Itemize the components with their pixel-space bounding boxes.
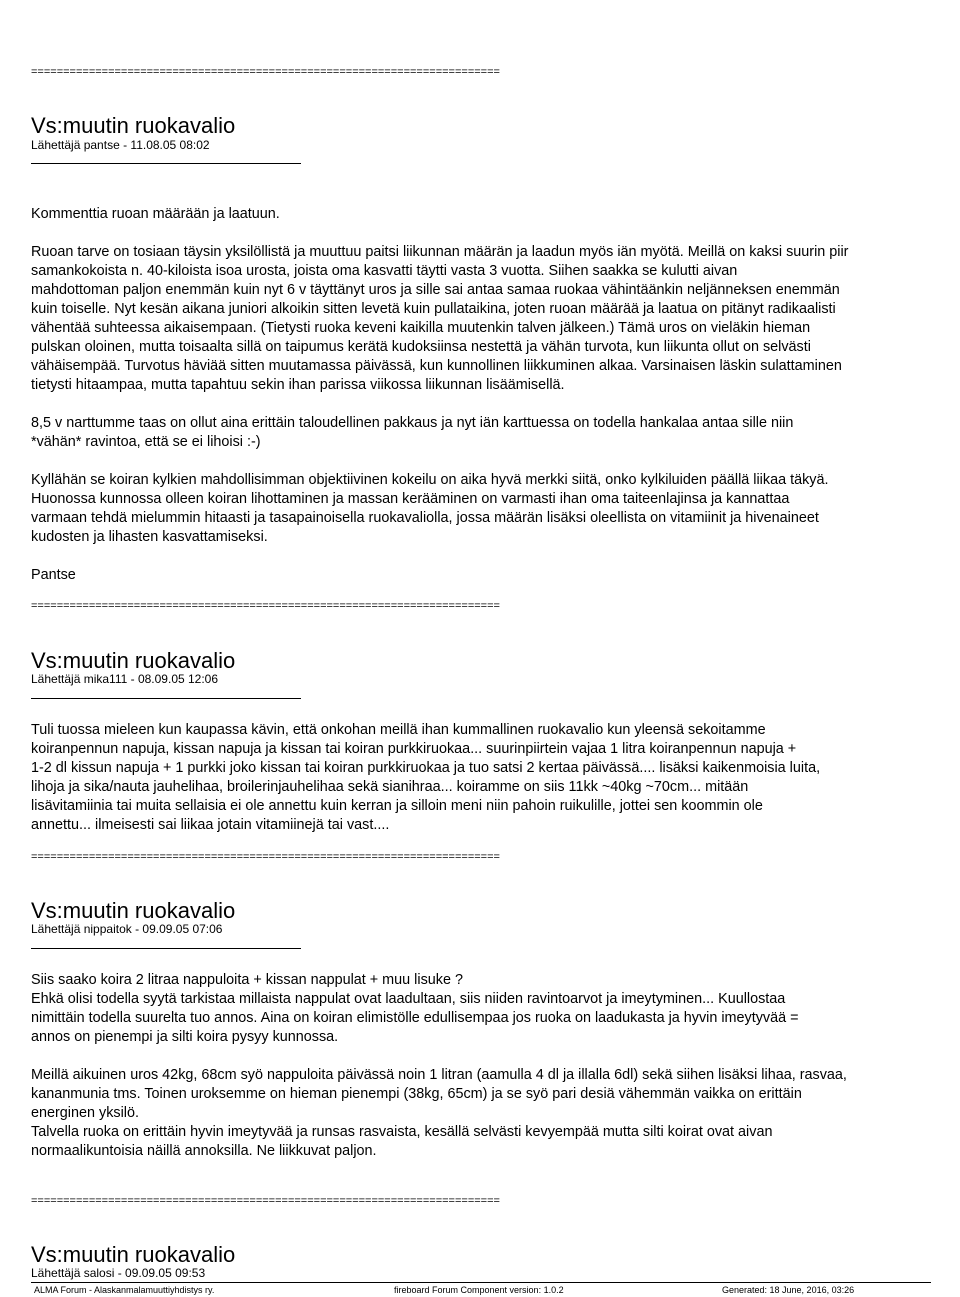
post-paragraph: Meillä aikuinen uros 42kg, 68cm syö nappuloita päivässä noin 1 litran (aamulla 4 dl ja illalla 6dl) sekä siihen lisäksi lihaa, rasvaa, kananmunia tms. Toinen uroksemme on hieman pienempi (38kg, 65cm) ja se syö pari desiä vähemmän vaikka on erittäin energinen yksilö. Talvella ruoka on erittäin hyvin imeytyvää ja runsas rasvaista, kesällä selvästi kevyempää mutta silti koirat ovat aivan normaalikuntoisia näillä annoksilla. Ne liikkuvat paljon. [31,1067,847,1159]
post-header-rule [31,948,301,949]
post-title: Vs:muutin ruokavalio [31,113,236,138]
post-paragraph: Siis saako koira 2 litraa nappuloita + kissan nappulat + muu lisuke ? Ehkä olisi todella syytä tarkistaa millaista nappulat ovat laadultaan, siis niiden ravintoarvot ja imeytyminen... Kuullostaa nimittäin todella suurelta tuo annos. Aina on koiran elimistölle edullisempaa jos ruoka on laadukasta ja hyvin imeytyvää = annos on pienempi ja silti koira pysyy kunnossa. [31,972,799,1045]
post-paragraph: 8,5 v narttumme taas on ollut aina erittäin taloudellinen pakkaus ja nyt iän karttuessa on todella hankalaa antaa sille niin *vähän* ravintoa, että se ei lihoisi :-) [31,415,794,450]
separator-line: ========================================================================= [31,1195,500,1207]
post-paragraph: Ruoan tarve on tosiaan täysin yksilöllistä ja muuttuu paitsi liikunnan määrän ja laadun myös iän myötä. Meillä on kaksi suurin piir samankokoista n. 40-kiloista isoa urosta, joista oma kasvatti täytti vasta 3 vuotta. Siihen saakka se kulutti aivan mahdottoman paljon enemmän kuin nyt 6 v täyttänyt uros ja sille sai antaa samaa ruokaa vähintäänkin neljänneksen enemmän kuin toiselle. Nyt kesän aikana juniori alkoikin sitten levetä kuin pullataikina, joten ruoan määrää ja laatua on pitänyt radikaalisti vähentää suhteessa aikaisempaan. (Tietysti ruoka keveni kaikilla muutenkin talven jälkeen.) Tämä uros on vieläkin hieman pulskan oloinen, mutta toisaalta sillä on taipumus kerätä kudoksiinsa nestettä ja vähän turvota, kun liikunta ollut on selvästi vähäisempää. Turvotus häviää sitten muutamassa päivässä, kun kunnollinen liikkuminen alkaa. Varsinaisen läskin sulattaminen tietysti hitaampaa, mutta tapahtuu sekin ihan parissa viikossa liikunnan lisäämisellä. [31,244,849,393]
post-title: Vs:muutin ruokavalio [31,1242,236,1267]
post-title: Vs:muutin ruokavalio [31,648,236,673]
footer-site-name: ALMA Forum - Alaskanmalamuuttiyhdistys ry. [34,1285,215,1295]
post-author-date: Lähettäjä salosi - 09.09.05 09:53 [31,1266,206,1280]
post-header-rule [31,698,301,699]
post-paragraph: Tuli tuossa mieleen kun kaupassa kävin, että onkohan meillä ihan kummallinen ruokavalio kun yleensä sekoitamme koiranpennun napuja, kissan napuja ja kissan tai koiran purkkiruokaa... suurinpiirtein vajaa 1 litra koiranpennun napuja + 1-2 dl kissun napuja + 1 purkki joko kissan tai koiran purkkiruokaa ja tuo satsi 2 kertaa päivässä.... lisäksi kaikenmoisia luita, lihoja ja sika/nauta jauhelihaa, broilerinjauhelihaa sekä sianihraa... koiramme on siis 11kk ~40kg ~70cm... mitään lisävitamiinia tai muita sellaisia ei ole annettu kuin kerran ja silloin meni niin pahoin ruikulille, jottei sen koommin ole annettu... ilmeisesti sai liikaa jotain vitamiinejä tai vast.... [31,722,821,833]
post-paragraph: Kyllähän se koiran kylkien mahdollisimman objektiivinen kokeilu on aika hyvä merkki siitä, onko kylkiluiden päällä liikaa täkyä. Huonossa kunnossa olleen koiran lihottaminen ja massan kerääminen on varmasti ihan oma taiteenlajinsa ja kannattaa varmaan tehdä mielummin hitaasti ja tasapainoisella ruokavaliolla, jossa määrän lisäksi oleellista on vitamiinit ja hivenaineet kudosten ja lihasten kasvattamiseksi. [31,472,829,545]
footer-generated-date: Generated: 18 June, 2016, 03:26 [722,1285,855,1295]
post-body [31,721,960,835]
post-header-rule [31,163,301,164]
post-body [31,971,960,1161]
post-paragraph: Kommenttia ruoan määrään ja laatuun. [31,206,280,222]
separator-line: ========================================================================= [31,851,500,863]
footer-rule [31,1282,931,1283]
post-body [31,205,960,585]
separator-line: ========================================================================= [31,600,500,612]
post-author-date: Lähettäjä mika111 - 08.09.05 12:06 [31,672,219,686]
post-title: Vs:muutin ruokavalio [31,898,236,923]
post-author-date: Lähettäjä pantse - 11.08.05 08:02 [31,138,210,152]
post-signature: Pantse [31,567,76,583]
post-author-date: Lähettäjä nippaitok - 09.09.05 07:06 [31,922,223,936]
separator-line: ========================================================================= [31,66,500,78]
footer-component-version: fireboard Forum Component version: 1.0.2 [394,1285,564,1295]
